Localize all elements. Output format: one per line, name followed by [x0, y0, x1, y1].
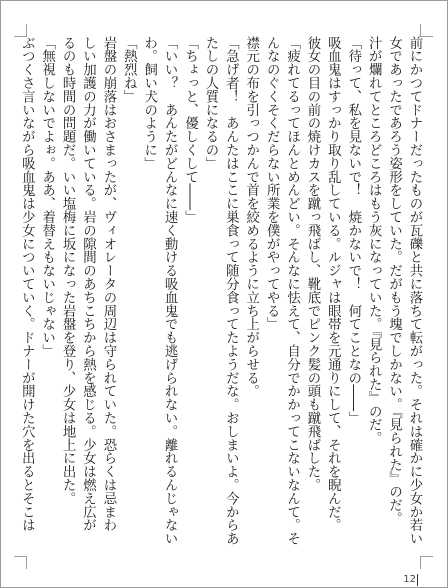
page-number: 12 — [403, 574, 416, 585]
text-line: 「熱烈ね」 — [121, 36, 137, 103]
vertical-body-text[interactable] — [16, 36, 424, 556]
text-line: 彼女の目の前の焼けカスを蹴っ飛ばし、靴底でピンク髪の頭も蹴飛ばした。 — [304, 36, 320, 492]
text-line: 「いい？ あんたがどんなに速く動ける吸血鬼でも逃げられない。離れるんじゃない — [162, 36, 178, 546]
text-line: 「ちょっと、優しくして――」 — [182, 36, 198, 224]
text-line: るのも時間の問題だ。いい塩梅に坂になった岩盤を登り、少女は地上に出た。 — [60, 36, 76, 505]
text-line: わ。飼い犬のように」 — [141, 36, 157, 170]
text-line: 「無視しないでよぉ。ああ、着替えもないじゃない」 — [39, 36, 55, 358]
text-cursor — [417, 574, 418, 586]
crop-mark-bottom-right — [420, 556, 433, 569]
text-line: んなのぐくそくだらない所業を僕がやってやる」 — [264, 36, 280, 331]
crop-mark-bottom-left — [14, 556, 27, 569]
text-line: しい加護の力が働いている。岩の隙間のあちこちから熱を感じる。少女は燃え広が — [80, 36, 96, 532]
text-line: 前にかつてドナーだったものが瓦礫と共に落ちて転がった。それは確かに少女か若い — [407, 36, 422, 546]
text-line: 岩盤の崩落はおさまったが、ヴィオレータの周辺は守られていた。恐らくは忌まわ — [100, 36, 116, 532]
text-line: 「待って、私を見ないで！ 焼かないで！ 何てことなの――」 — [345, 36, 361, 425]
text-line: 女であったであろう姿形をしていた。だがもう塊でしかない。『見られた』のだ。 — [386, 36, 402, 526]
text-line: 汁が爛れてところどころはもう灰になっていた。『見られた』のだ。 — [366, 36, 382, 445]
text-line: 襟元の布を引っつかんで首を絞めるように立ち上がらせる。 — [243, 36, 259, 398]
text-line: 「急げ者！ あんたはここに巣食って随分食ってたようだな。おしまいよ。今からあ — [223, 36, 239, 546]
text-line: 「疲れてるってほんとめんどい。そんなに怯えて、自分でかかってこないなんて。そ — [284, 36, 300, 546]
text-line: ぶつくさ言いながら吸血鬼は少女についていく。ドナーが開けた穴を出るとそこは — [19, 36, 35, 532]
text-line: たしの人質になるの」 — [202, 36, 218, 170]
text-line: 吸血鬼はすっかり取り乱している。ルジャは眼帯を元通りにして、それを睨んだ。 — [325, 36, 341, 532]
